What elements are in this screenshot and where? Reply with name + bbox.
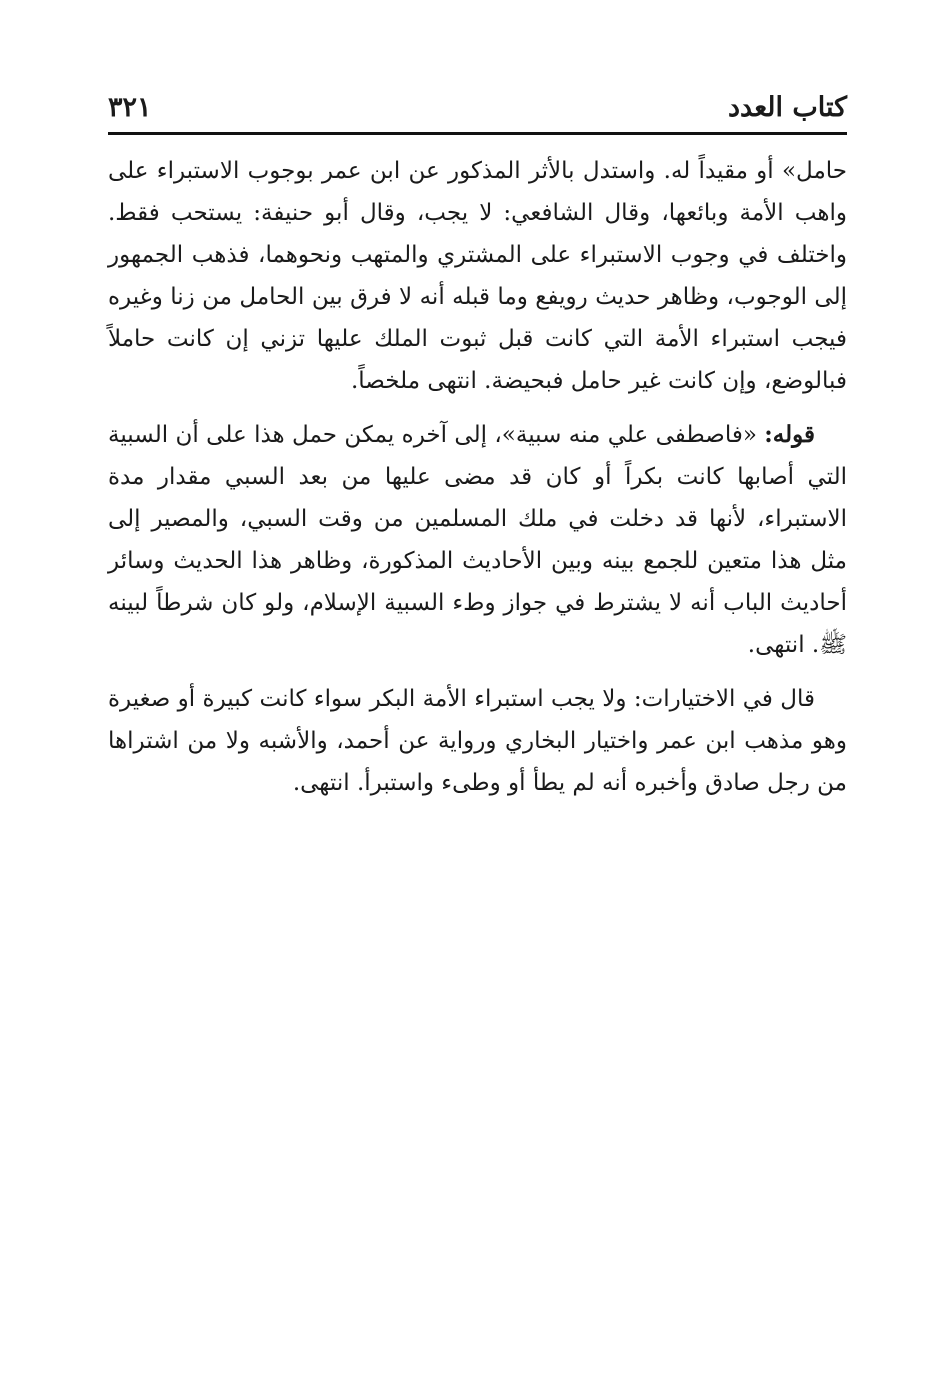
paragraph-2	[108, 414, 847, 666]
paragraph-1	[108, 150, 847, 402]
paragraph-2-text: «فاصطفى علي منه سبية»، إلى آخره يمكن حمل هذا على أن السبية التي أصابها كانت بكراً أو كان قد مضى عليها من بعد السبي مقدار مدة الاستبراء، لأنها قد دخلت في ملك المسلمين من وقت السبي، والمصير إلى مثل هذا متعين للجمع بينه وبين الأحاديث المذكورة، وظاهر هذا الحديث وسائر أحاديث الباب أنه لا يشترط في جواز وطء السبية الإسلام، ولو كان شرطاً لبينه ﷺ. انتهى.	[108, 422, 847, 658]
paragraph-1-text: حامل» أو مقيداً له. واستدل بالأثر المذكور عن ابن عمر بوجوب الاستبراء على واهب الأمة وبائعها، وقال الشافعي: لا يجب، وقال أبو حنيفة: يستحب فقط. واختلف في وجوب الاستبراء على المشتري والمتهب ونحوهما، فذهب الجمهور إلى الوجوب، وظاهر حديث رويفع وما قبله أنه لا فرق بين الحامل من زنا وغيره فيجب استبراء الأمة التي كانت قبل ثبوت الملك عليها تزني إن كانت حاملاً فبالوضع، وإن كانت غير حامل فبحيضة. انتهى ملخصاً.	[108, 158, 847, 394]
body-text	[108, 150, 847, 804]
chapter-title: كتاب العدد	[728, 92, 847, 123]
paragraph-3	[108, 678, 847, 804]
paragraph-3-text: قال في الاختيارات: ولا يجب استبراء الأمة البكر سواء كانت كبيرة أو صغيرة وهو مذهب ابن عمر واختيار البخاري ورواية عن أحمد، والأشبه ولا من اشتراها من رجل صادق وأخبره أنه لم يطأ أو وطىء واستبرأ. انتهى.	[108, 686, 847, 796]
header-rule	[108, 132, 847, 135]
page-number: ٣٢١	[108, 92, 152, 123]
paragraph-2-lead: قوله:	[764, 421, 815, 448]
running-head	[108, 86, 847, 130]
